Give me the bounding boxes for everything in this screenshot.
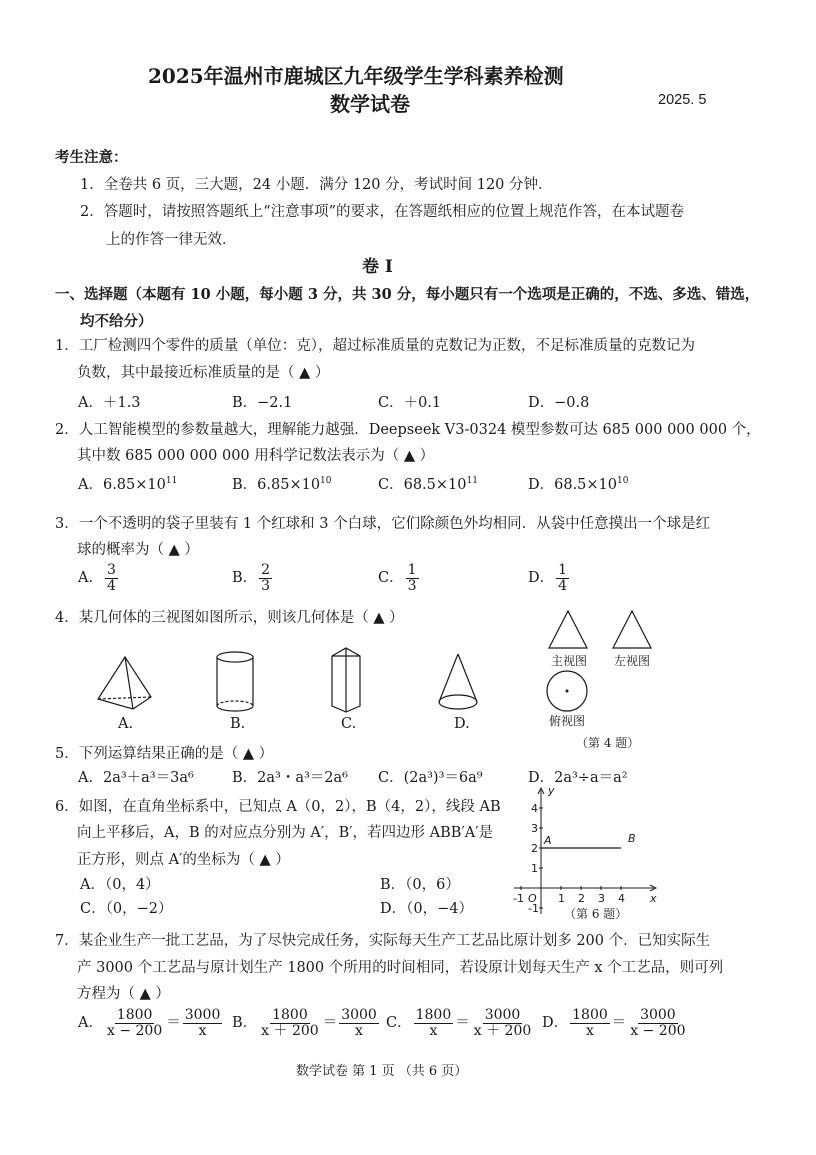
q3-stem-cont: 球的概率为（ ▲ ） [77,542,199,558]
top-view-circle [544,668,590,714]
q7-option-b: B． $\frac{1800}{x + 200}$ ＝ $\frac{3000}{x}$ [232,1007,377,1039]
q3-option-d: D． $\frac{1}{4}$ [528,562,568,594]
point-a-label: A [544,834,552,847]
q2-stem: 2．人工智能模型的参数量越大，理解能力越强．Deepseek V3-0324 模型参数可达 685 000 000 000 个， [55,422,761,438]
x-tick-2: 2 [578,892,585,905]
q2-option-a: A．$6.85\times 10^{11}$ [78,476,178,493]
q4-caption: （第 4 题） [576,736,640,750]
q6-option-a: A．（0，4） [80,877,160,893]
x-tick-neg1: -1 [513,892,524,905]
q1-option-c: C．＋0.1 [378,395,442,411]
q6-stem-cont-2: 正方形，则点 A′的坐标为（ ▲ ） [77,852,290,868]
q4-option-c: C. [341,716,357,732]
q5-option-d: D．2a³÷a＝a² [528,770,628,786]
top-view-label: 俯视图 [549,714,586,728]
pyramid-figure [95,655,155,713]
coordinate-graph [504,782,664,920]
section-1-heading-cont: 均不给分） [80,313,153,330]
q3-option-c: C． $\frac{1}{3}$ [378,562,417,594]
notice-item-2-cont: 上的作答一律无效． [106,232,237,248]
front-view-triangle [546,608,590,650]
q2-option-b: B．$6.85\times 10^{10}$ [232,476,332,493]
q7-option-c: C． $\frac{1800}{x}$ ＝ $\frac{3000}{x + 200}$ [386,1007,532,1039]
cone-figure [436,652,480,714]
q3-option-a: A． $\frac{3}{4}$ [78,562,116,594]
volume-heading: 卷 I [362,257,393,277]
y-tick-1: 1 [531,862,538,875]
q1-option-d: D．−0.8 [528,395,590,411]
notice-heading: 考生注意： [55,149,128,166]
cylinder-figure [214,650,256,714]
q2-option-c: C．$68.5\times 10^{11}$ [378,476,478,493]
q4-stem: 4．某几何体的三视图如图所示，则该几何体是（ ▲ ） [55,610,404,626]
graph-x-label: x [650,892,657,905]
q7-option-d: D． $\frac{1800}{x}$ ＝ $\frac{3000}{x - 200}$ [542,1007,686,1039]
q1-stem-cont: 负数，其中最接近标准质量的是（ ▲ ） [77,365,330,381]
q1-stem: 1．工厂检测四个零件的质量（单位：克），超过标准质量的克数记为正数，不足标准质量的克数记为 [55,338,695,354]
graph-y-label: y [548,784,555,797]
graph-origin: O [528,892,537,905]
point-b-label: B [628,832,636,845]
notice-item-1: 1．全卷共 6 页，三大题，24 小题．满分 120 分，考试时间 120 分钟． [80,177,553,193]
q1-option-a: A．＋1.3 [78,395,141,411]
q6-option-d: D．（0，−4） [380,901,473,917]
prism-figure [328,646,364,714]
x-tick-3: 3 [598,892,605,905]
exam-title: 2025年温州市鹿城区九年级学生学科素养检测 [148,64,564,88]
q3-option-b: B． $\frac{2}{3}$ [232,562,271,594]
q7-option-a: A． $\frac{1800}{x - 200}$ ＝ $\frac{3000}{x}$ [78,1007,221,1039]
x-tick-1: 1 [558,892,565,905]
q5-option-a: A．2a³＋a³＝3a⁶ [78,770,194,786]
y-tick-4: 4 [531,802,538,815]
exam-date: 2025. 5 [658,92,707,108]
left-view-label: 左视图 [614,654,651,668]
page-footer: 数学试卷 第 1 页 （共 6 页） [296,1064,468,1079]
y-tick-3: 3 [531,822,538,835]
q6-caption: （第 6 题） [564,907,628,921]
notice-item-2: 2．答题时，请按照答题纸上“注意事项”的要求，在答题纸相应的位置上规范作答，在本试题卷 [80,204,685,220]
q6-stem: 6．如图，在直角坐标系中，已知点 A（0，2），B（4，2），线段 AB [55,799,501,815]
q6-option-b: B．（0，6） [380,877,460,893]
x-tick-4: 4 [618,892,625,905]
left-view-triangle [610,608,654,650]
q2-option-d: D．$68.5\times 10^{10}$ [528,476,629,493]
exam-subtitle: 数学试卷 [330,92,410,116]
y-tick-neg1: -1 [528,902,539,915]
q7-stem-cont-2: 方程为（ ▲ ） [77,986,170,1002]
q5-option-c: C．(2a³)³＝6a⁹ [378,770,483,786]
q4-option-d: D. [454,716,470,732]
q4-option-a: A. [118,716,134,732]
section-1-heading: 一、选择题（本题有 10 小题，每小题 3 分，共 30 分，每小题只有一个选项是正确的，不选、多选、错选， [55,286,760,303]
q7-stem: 7．某企业生产一批工艺品，为了尽快完成任务，实际每天生产工艺品比原计划多 200 个．已知实际生 [55,933,711,949]
q5-option-b: B．2a³・a³＝2a⁶ [232,770,348,786]
front-view-label: 主视图 [551,654,588,668]
q7-stem-cont-1: 产 3000 个工艺品与原计划生产 1800 个所用的时间相同，若设原计划每天生产 x 个工艺品，则可列 [77,960,724,976]
q6-stem-cont-1: 向上平移后，A，B 的对应点分别为 A′，B′，若四边形 ABB′A′是 [77,825,494,841]
y-tick-2: 2 [531,842,538,855]
q1-option-b: B．−2.1 [232,395,293,411]
q4-option-b: B. [230,716,246,732]
q6-option-c: C．（0，−2） [80,901,173,917]
q3-stem: 3．一个不透明的袋子里装有 1 个红球和 3 个白球，它们除颜色外均相同．从袋中任意摸出一个球是红 [55,516,711,532]
q5-stem: 5．下列运算结果正确的是（ ▲ ） [55,746,274,762]
q2-stem-cont: 其中数 685 000 000 000 用科学记数法表示为（ ▲ ） [77,448,435,464]
